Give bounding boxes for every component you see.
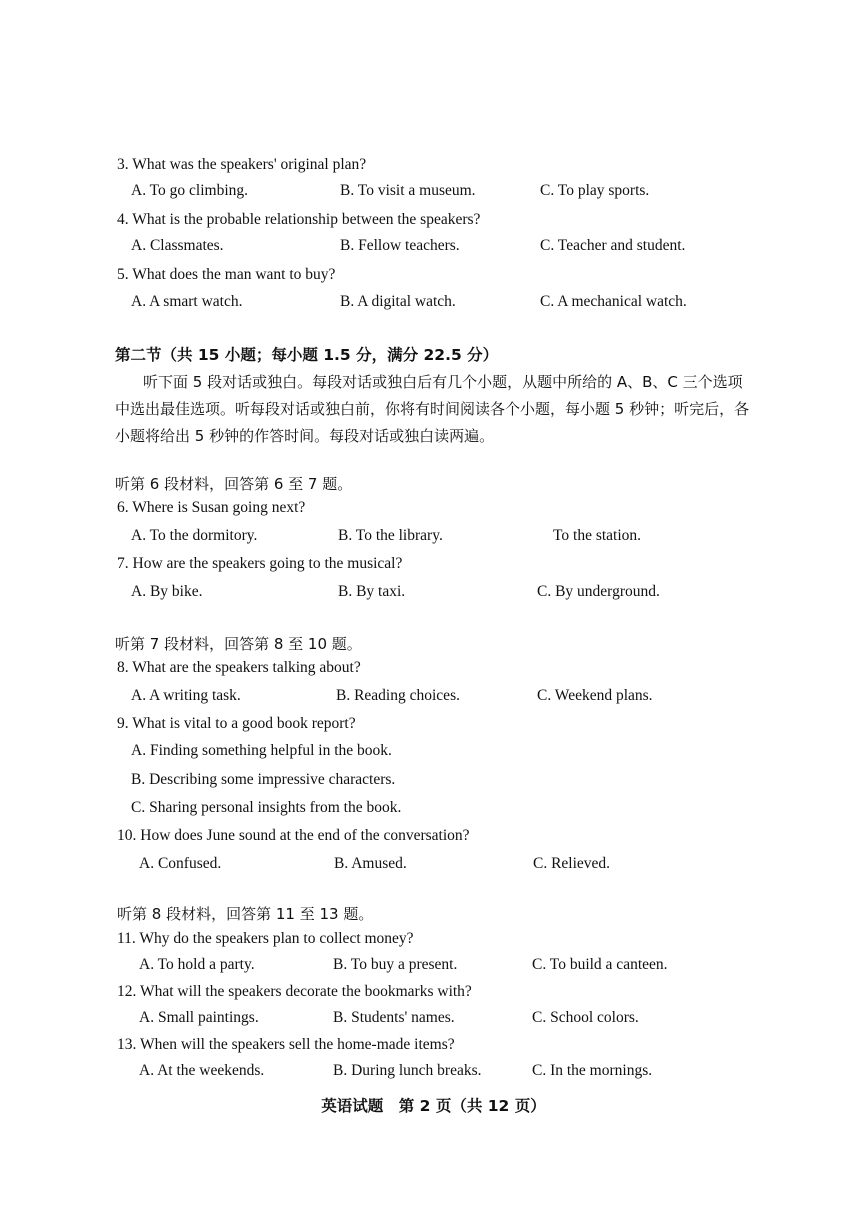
question-8-option-b: B. Reading choices. — [336, 687, 460, 704]
section-2-instructions: 听下面 5 段对话或独白。每段对话或独白后有几个小题，从题中所给的 A、B、C 三个选项中选出最佳选项。听每段对话或独白前，你将有时间阅读各个小题，每小题 5 秒钟；听完后，各小题将给出 5 秒钟的作答时间。每段对话或独白读两遍。 — [115, 373, 750, 445]
question-7: 7. How are the speakers going to the musical? — [117, 555, 403, 572]
question-6-option-c: To the station. — [553, 527, 642, 544]
question-10-option-b: B. Amused. — [334, 855, 407, 872]
question-7-option-c: C. By underground. — [537, 583, 660, 600]
question-5: 5. What does the man want to buy? — [117, 266, 336, 283]
question-4-option-b: B. Fellow teachers. — [340, 237, 460, 254]
question-4-option-c: C. Teacher and student. — [540, 237, 686, 254]
question-13-option-b: B. During lunch breaks. — [333, 1062, 482, 1079]
question-12-option-b: B. Students' names. — [333, 1009, 455, 1026]
question-10-option-a: A. Confused. — [139, 855, 222, 872]
question-6-option-b: B. To the library. — [338, 527, 443, 544]
question-5-option-c: C. A mechanical watch. — [540, 293, 687, 310]
question-11-option-b: B. To buy a present. — [333, 956, 458, 973]
question-8-option-c: C. Weekend plans. — [537, 687, 653, 704]
page-footer: 英语试题 第 2 页（共 12 页） — [321, 1097, 546, 1115]
question-5-option-b: B. A digital watch. — [340, 293, 456, 310]
question-7-option-b: B. By taxi. — [338, 583, 406, 600]
question-3-option-b: B. To visit a museum. — [340, 182, 476, 199]
question-9-option-c: C. Sharing personal insights from the book. — [131, 799, 402, 816]
question-11-option-c: C. To build a canteen. — [532, 956, 668, 973]
question-6: 6. Where is Susan going next? — [117, 499, 306, 516]
material-6-label: 听第 6 段材料，回答第 6 至 7 题。 — [115, 475, 353, 493]
question-9-option-a: A. Finding something helpful in the book. — [131, 742, 392, 759]
question-6-option-a: A. To the dormitory. — [131, 527, 258, 544]
question-11: 11. Why do the speakers plan to collect money? — [117, 930, 414, 947]
question-13: 13. When will the speakers sell the home-made items? — [117, 1036, 455, 1053]
question-12-option-c: C. School colors. — [532, 1009, 639, 1026]
question-3: 3. What was the speakers' original plan? — [117, 156, 367, 173]
question-8: 8. What are the speakers talking about? — [117, 659, 361, 676]
question-13-option-c: C. In the mornings. — [532, 1062, 653, 1079]
question-13-option-a: A. At the weekends. — [139, 1062, 265, 1079]
question-12-option-a: A. Small paintings. — [139, 1009, 259, 1026]
question-7-option-a: A. By bike. — [131, 583, 203, 600]
question-12: 12. What will the speakers decorate the bookmarks with? — [117, 983, 472, 1000]
material-7-label: 听第 7 段材料，回答第 8 至 10 题。 — [115, 635, 362, 653]
question-4: 4. What is the probable relationship between the speakers? — [117, 211, 481, 228]
material-8-label: 听第 8 段材料，回答第 11 至 13 题。 — [117, 905, 374, 923]
question-10-option-c: C. Relieved. — [533, 855, 611, 872]
question-9: 9. What is vital to a good book report? — [117, 715, 356, 732]
section-2-heading: 第二节（共 15 小题；每小题 1.5 分，满分 22.5 分） — [115, 346, 499, 364]
question-5-option-a: A. A smart watch. — [131, 293, 243, 310]
question-9-option-b: B. Describing some impressive characters. — [131, 771, 396, 788]
question-3-option-a: A. To go climbing. — [131, 182, 249, 199]
question-10: 10. How does June sound at the end of the conversation? — [117, 827, 470, 844]
question-3-option-c: C. To play sports. — [540, 182, 650, 199]
question-4-option-a: A. Classmates. — [131, 237, 224, 254]
question-8-option-a: A. A writing task. — [131, 687, 241, 704]
question-11-option-a: A. To hold a party. — [139, 956, 255, 973]
